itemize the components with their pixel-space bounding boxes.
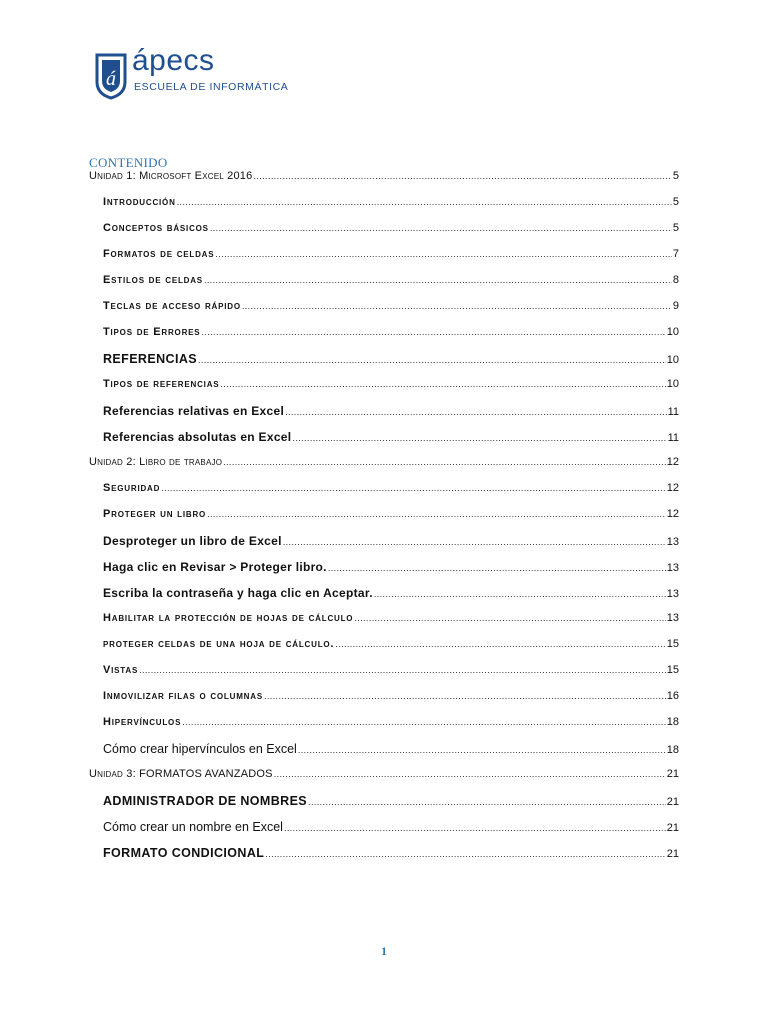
- toc-entry-page: 13: [666, 588, 679, 600]
- toc-entry-label: Haga clic en Revisar > Proteger libro.: [103, 560, 327, 574]
- shield-emblem-icon: [94, 52, 128, 100]
- toc-entry-label: Referencias absolutas en Excel: [103, 430, 292, 444]
- svg-text:á: á: [106, 68, 116, 90]
- toc-entry-label: Hipervínculos: [103, 716, 182, 728]
- toc-entry-page: 21: [666, 796, 679, 808]
- toc-leader-dots: [139, 665, 666, 675]
- toc-entry-label: ADMINISTRADOR DE NOMBRES: [103, 794, 308, 808]
- toc-entry-label: Escriba la contraseña y haga clic en Aceptar.: [103, 586, 373, 600]
- toc-entry[interactable]: [89, 456, 679, 482]
- toc-entry-page: 13: [666, 612, 679, 624]
- toc-entry-label: Seguridad: [103, 482, 161, 494]
- toc-entry[interactable]: [89, 378, 679, 404]
- toc-entry[interactable]: [89, 222, 679, 248]
- toc-entry-page: 9: [672, 300, 679, 312]
- toc-entry-page: 16: [666, 690, 679, 702]
- logo-brand: ápecs: [132, 44, 215, 77]
- toc-leader-dots: [354, 613, 665, 623]
- toc-entry-page: 5: [672, 196, 679, 208]
- toc-leader-dots: [182, 717, 666, 727]
- toc-entry[interactable]: [89, 768, 679, 794]
- footer-page-number: 1: [381, 944, 387, 958]
- toc-entry-label: Tipos de Errores: [103, 326, 201, 338]
- toc-leader-dots: [220, 379, 665, 389]
- toc-entry-page: 18: [666, 716, 679, 728]
- toc-entry[interactable]: [89, 196, 679, 222]
- toc-entry[interactable]: [89, 560, 679, 586]
- toc-entry[interactable]: [89, 742, 679, 768]
- toc-leader-dots: [265, 849, 665, 859]
- toc-entry-page: 11: [667, 432, 679, 444]
- toc-leader-dots: [283, 537, 666, 547]
- toc-leader-dots: [374, 589, 666, 599]
- toc-entry-page: 10: [666, 378, 679, 390]
- toc-entry-label: REFERENCIAS: [103, 352, 197, 366]
- toc-entry[interactable]: [89, 170, 679, 196]
- toc-entry-page: 7: [672, 248, 679, 260]
- toc-entry-page: 21: [666, 848, 679, 860]
- toc-entry[interactable]: [89, 664, 679, 690]
- toc-leader-dots: [204, 275, 672, 285]
- toc-leader-dots: [223, 457, 666, 467]
- toc-entry[interactable]: [89, 820, 679, 846]
- toc-entry[interactable]: [89, 534, 679, 560]
- toc-entry[interactable]: [89, 690, 679, 716]
- toc-leader-dots: [242, 301, 672, 311]
- toc-leader-dots: [292, 433, 666, 443]
- toc-leader-dots: [328, 563, 666, 573]
- toc-entry-page: 5: [672, 222, 679, 234]
- toc-entry-label: Conceptos básicos: [103, 222, 209, 234]
- toc-entry-label: Desproteger un libro de Excel: [103, 534, 282, 548]
- toc-leader-dots: [215, 249, 671, 259]
- toc-entry-page: 11: [667, 406, 679, 418]
- toc-entry-page: 12: [666, 482, 679, 494]
- toc-leader-dots: [284, 823, 666, 833]
- toc-entry-page: 21: [666, 768, 679, 780]
- toc-entry-page: 10: [666, 326, 679, 338]
- toc-leader-dots: [264, 691, 666, 701]
- toc-entry-label: Formatos de celdas: [103, 248, 215, 260]
- toc-entry-label: Introducción: [103, 196, 176, 208]
- toc-entry-label: Vistas: [103, 664, 139, 676]
- toc-heading: CONTENIDO: [89, 155, 168, 170]
- toc-leader-dots: [274, 769, 666, 779]
- toc-entry[interactable]: [89, 508, 679, 534]
- toc-entry[interactable]: [89, 430, 679, 456]
- toc-leader-dots: [207, 509, 666, 519]
- toc-entry-label: Unidad 2: Libro de trabajo: [89, 456, 223, 468]
- toc-entry-label: Unidad 3: FORMATOS AVANZADOS: [89, 768, 273, 780]
- toc-leader-dots: [177, 197, 672, 207]
- toc-leader-dots: [198, 355, 666, 365]
- toc-entry-page: 12: [666, 508, 679, 520]
- toc-entry-page: 15: [666, 638, 679, 650]
- toc-entry-label: FORMATO CONDICIONAL: [103, 846, 265, 860]
- toc-leader-dots: [161, 483, 666, 493]
- toc-entry[interactable]: [89, 638, 679, 664]
- toc-entry-label: Teclas de acceso rápido: [103, 300, 241, 312]
- toc-entry-page: 15: [666, 664, 679, 676]
- school-logo: [94, 44, 334, 100]
- toc-leader-dots: [201, 327, 665, 337]
- toc-entry[interactable]: [89, 794, 679, 820]
- toc-entry-page: 10: [666, 354, 679, 366]
- toc-leader-dots: [253, 171, 671, 181]
- toc-leader-dots: [335, 639, 665, 649]
- toc-entry-label: Habilitar la protección de hojas de cálculo: [103, 612, 354, 624]
- toc-entry[interactable]: [89, 300, 679, 326]
- toc-entry-label: Proteger un libro: [103, 508, 207, 520]
- toc-entry[interactable]: [89, 274, 679, 300]
- toc-entry-label: Cómo crear un nombre en Excel: [103, 820, 283, 834]
- toc-entry-label: Unidad 1: Microsoft Excel 2016: [89, 170, 253, 182]
- toc-entry-page: 13: [666, 536, 679, 548]
- toc-entry-label: Inmovilizar filas o columnas: [103, 690, 263, 702]
- toc-entry-page: 18: [666, 744, 679, 756]
- toc-leader-dots: [285, 407, 666, 417]
- toc-entry-label: Cómo crear hipervínculos en Excel: [103, 742, 297, 756]
- toc-entry-page: 5: [672, 170, 679, 182]
- toc-entry[interactable]: [89, 846, 679, 872]
- toc-entry-page: 8: [672, 274, 679, 286]
- toc-entry[interactable]: [89, 352, 679, 378]
- toc-entry-page: 13: [666, 562, 679, 574]
- toc-entry[interactable]: [89, 482, 679, 508]
- toc-entry[interactable]: [89, 326, 679, 352]
- toc-leader-dots: [210, 223, 672, 233]
- toc-leader-dots: [298, 745, 666, 755]
- toc-entry-page: 21: [666, 822, 679, 834]
- toc-entry-label: Tipos de referencias: [103, 378, 220, 390]
- logo-subtitle: ESCUELA DE INFORMÁTICA: [134, 81, 289, 93]
- toc-entry-page: 12: [666, 456, 679, 468]
- toc-entry[interactable]: [89, 586, 679, 612]
- toc-entry[interactable]: [89, 248, 679, 274]
- toc-entry-label: Referencias relativas en Excel: [103, 404, 285, 418]
- toc-entry[interactable]: [89, 404, 679, 430]
- toc-entry-label: proteger celdas de una hoja de cálculo.: [103, 638, 335, 650]
- toc-leader-dots: [308, 797, 666, 807]
- toc-entry[interactable]: [89, 612, 679, 638]
- toc-entry[interactable]: [89, 716, 679, 742]
- toc-entry-label: Estilos de celdas: [103, 274, 203, 286]
